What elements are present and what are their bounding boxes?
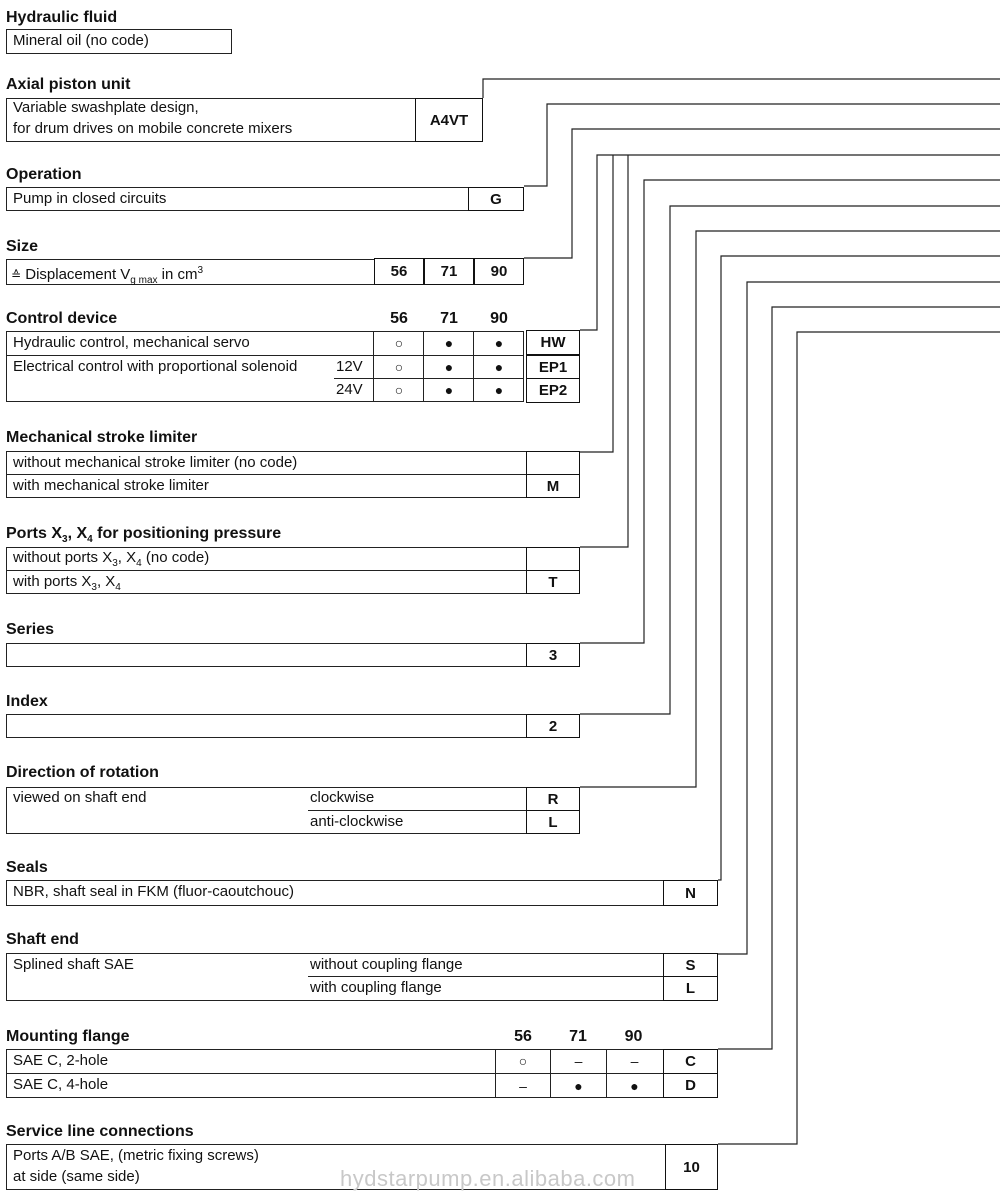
ports-title-text: for positioning pressure: [92, 525, 282, 542]
mark-d-56: –: [519, 1077, 527, 1094]
service-line1: Ports A/B SAE, (metric fixing screws): [13, 1147, 259, 1164]
correspond-icon: ≙: [11, 268, 22, 282]
flange-row-4hole: SAE C, 4-hole: [13, 1076, 109, 1093]
shaft-label: Splined shaft SAE: [13, 956, 134, 973]
divider: [308, 976, 718, 977]
ports-title-text: Ports X: [6, 525, 63, 542]
mark-hw-71: ●: [444, 335, 454, 351]
stroke-row-2: with mechanical stroke limiter: [13, 477, 209, 494]
code-ep2: EP2: [526, 378, 580, 403]
flange-title: Mounting flange: [6, 1028, 130, 1045]
ports-title-text: , X: [67, 525, 88, 542]
ports-row-sub: 3: [91, 582, 97, 593]
ports-row-text: , X: [96, 573, 116, 590]
code-l-rotation: L: [526, 810, 580, 834]
code-s: S: [663, 953, 718, 977]
stroke-row-1: without mechanical stroke limiter (no code): [13, 454, 298, 471]
connector-ports: [580, 155, 628, 547]
ports-row-sub: 4: [115, 582, 121, 593]
mark-hw-56: ○: [394, 335, 404, 351]
control-row-hw-label: Hydraulic control, mechanical servo: [13, 334, 250, 351]
connector-service: [718, 332, 1000, 1144]
connector-series: [580, 180, 1000, 643]
shaft-opt-with: with coupling flange: [310, 979, 442, 996]
connector-control: [580, 155, 1000, 330]
connector-rotation: [580, 231, 1000, 787]
code-d: D: [663, 1073, 718, 1098]
mark-ep2-71: ●: [444, 382, 454, 398]
code-10: 10: [665, 1144, 718, 1190]
control-row-ep-label: Electrical control with proportional solenoid: [13, 358, 298, 375]
code-2: 2: [526, 714, 580, 738]
operation-title: Operation: [6, 166, 82, 183]
axial-piston-line1: Variable swashplate design,: [13, 99, 199, 116]
control-col-90: 90: [490, 310, 508, 327]
flange-col-90: 90: [624, 1028, 643, 1045]
size-row-text: Displacement V: [25, 266, 131, 283]
ports-row-text: with ports X: [13, 573, 92, 590]
mark-c-56: ○: [518, 1053, 528, 1069]
index-box: [6, 714, 580, 738]
size-row-text-post: in cm: [157, 266, 198, 283]
control-col-56: 56: [390, 310, 408, 327]
series-box: [6, 643, 580, 667]
hydraulic-fluid-row: Mineral oil (no code): [13, 32, 149, 49]
mark-d-90: ●: [630, 1077, 639, 1094]
ports-row-sub: 4: [136, 558, 142, 569]
rotation-title: Direction of rotation: [6, 764, 159, 781]
control-volt-12: 12V: [336, 358, 363, 375]
watermark: hydstarpump.en.alibaba.com: [340, 1166, 636, 1191]
connector-a4vt: [483, 79, 1000, 98]
ports-row-1: [13, 549, 209, 573]
mark-c-71: –: [574, 1053, 583, 1069]
series-title: Series: [6, 621, 55, 638]
mark-ep2-56: ○: [394, 382, 404, 398]
mark-ep1-56: ○: [394, 358, 404, 375]
code-hw: HW: [526, 330, 580, 355]
stroke-title: Mechanical stroke limiter: [6, 429, 198, 446]
code-r: R: [526, 787, 580, 811]
mark-ep2-90: ●: [494, 382, 504, 398]
size-row-sup: 3: [197, 265, 204, 276]
connector-operation: [524, 104, 1000, 186]
connector-flange: [718, 307, 1000, 1049]
ports-row-sub: 3: [112, 558, 118, 569]
ports-title-sub: 4: [87, 534, 93, 546]
size-row-sub: g max: [130, 275, 158, 286]
flange-col-56: 56: [514, 1028, 532, 1045]
code-c: C: [663, 1049, 718, 1074]
ports-row-text: (no code): [141, 549, 210, 566]
code-3: 3: [526, 643, 580, 667]
size-title: Size: [6, 238, 39, 255]
ports-row-2: [13, 573, 121, 597]
operation-row: Pump in closed circuits: [13, 190, 167, 207]
rotation-opt-ccw: anti-clockwise: [310, 813, 404, 830]
service-line2: at side (same side): [13, 1168, 140, 1185]
mark-hw-90: ●: [494, 335, 504, 351]
rotation-label: viewed on shaft end: [13, 789, 147, 806]
connector-seals: [718, 256, 1000, 880]
ports-row-text: , X: [117, 549, 137, 566]
control-volt-24: 24V: [336, 381, 363, 398]
ports-title-sub: 3: [62, 534, 68, 546]
shaft-opt-without: without coupling flange: [310, 956, 463, 973]
code-n: N: [663, 880, 718, 906]
code-size-71: 71: [424, 258, 474, 285]
control-col-71: 71: [440, 310, 458, 327]
code-size-90: 90: [474, 258, 524, 285]
rotation-opt-cw: clockwise: [310, 789, 375, 806]
shaft-title: Shaft end: [6, 931, 79, 948]
size-row: [11, 262, 203, 290]
control-title: Control device: [6, 310, 118, 327]
flange-col-71: 71: [569, 1028, 587, 1045]
axial-piston-line2: for drum drives on mobile concrete mixers: [13, 120, 293, 137]
code-stroke-none: [526, 451, 580, 475]
code-a4vt: A4VT: [415, 98, 483, 142]
code-ep1: EP1: [526, 355, 580, 379]
code-ports-none: [526, 547, 580, 571]
seals-row: NBR, shaft seal in FKM (fluor-caoutchouc): [13, 883, 294, 900]
code-size-56: 56: [374, 258, 424, 285]
ports-title: [6, 525, 281, 549]
mark-ep1-90: ●: [494, 358, 504, 375]
connector-size: [524, 129, 1000, 258]
connector-shaft: [718, 282, 1000, 954]
index-title: Index: [6, 693, 48, 710]
code-m: M: [526, 474, 580, 498]
code-g: G: [468, 187, 524, 211]
flange-row-2hole: SAE C, 2-hole: [13, 1052, 109, 1069]
mark-d-71: ●: [574, 1077, 583, 1094]
service-title: Service line connections: [6, 1123, 194, 1140]
ports-row-text: without ports X: [13, 549, 113, 566]
hydraulic-fluid-title: Hydraulic fluid: [6, 9, 118, 26]
code-t: T: [526, 570, 580, 594]
mark-c-90: –: [630, 1053, 639, 1069]
code-l-shaft: L: [663, 976, 718, 1001]
axial-piston-title: Axial piston unit: [6, 76, 131, 93]
divider: [6, 474, 580, 475]
mark-ep1-71: ●: [444, 358, 454, 375]
seals-title: Seals: [6, 859, 48, 876]
